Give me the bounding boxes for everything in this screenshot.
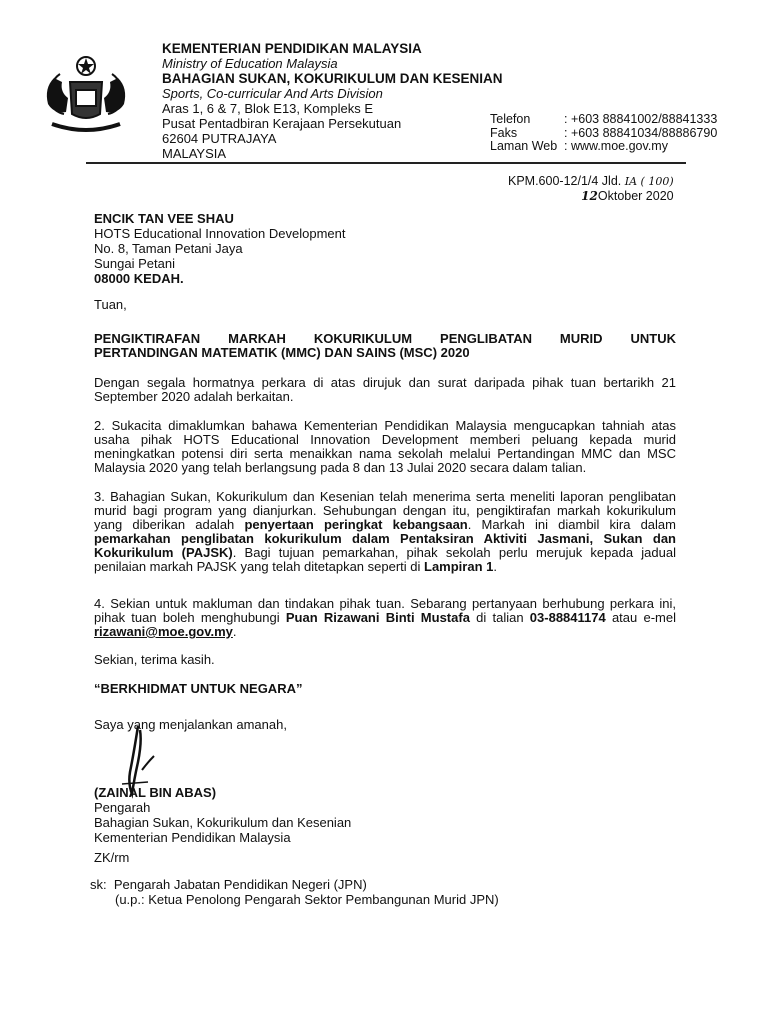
contact-phone: 03-88841174 <box>529 610 606 625</box>
address-line: Pusat Pentadbiran Kerajaan Persekutuan <box>162 116 402 131</box>
paragraph-2: 2. Sukacita dimaklumkan bahawa Kementerian Pendidikan Malaysia mengucapkan tahniah atas usaha pihak HOTS Educational Innovation Development memberi peluang kepada murid meningkatkan potensi diri serta menaikkan nama sekolah melalui Pertandingan MMC dan MSC Malaysia 2020 yang telah berlangsung pada 8 dan 13 Julai 2020 secara dalam talian. <box>94 418 676 475</box>
contact-person: Puan Rizawani Binti Mustafa <box>285 610 470 625</box>
signatory-name: (ZAINAL BIN ABAS) <box>94 785 217 800</box>
paragraph-3-text: 3. Bahagian Sukan, Kokurikulum dan Kesenian telah menerima serta meneliti laporan penglibatan murid bagi program yang dianjurkan. Sehubungan dengan itu, pengiktirafan markah kokurikulum yang diberikan adalah <box>94 489 676 532</box>
recipient-line: Sungai Petani <box>94 256 175 271</box>
reference-initials: ZK/rm <box>94 850 130 865</box>
cc-label: sk: <box>90 877 107 892</box>
contact-value: : +603 88841034/88886790 <box>564 125 718 140</box>
contact-value: : www.moe.gov.my <box>564 139 668 153</box>
cc-line: Pengarah Jabatan Pendidikan Negeri (JPN) <box>113 877 367 892</box>
signatory-block <box>94 785 676 845</box>
recipient-block <box>94 211 345 286</box>
address-line: 62604 PUTRAJAYA <box>162 131 277 146</box>
paragraph-1: Dengan segala hormatnya perkara di atas dirujuk dan surat daripada pihak tuan bertarikh 21 September 2020 adalah berkaitan. <box>94 375 676 404</box>
paragraph-3-bold: pemarkahan penglibatan kokurikulum dalam Pentaksiran Aktiviti Jasmani, Sukan dan Kokurikulum (PAJSK) <box>94 531 676 560</box>
address-line: Aras 1, 6 & 7, Blok E13, Kompleks E <box>162 101 373 116</box>
contact-label: Telefon <box>490 112 531 126</box>
closing-thanks: Sekian, terima kasih. <box>94 652 215 667</box>
paragraph-4-text: . <box>232 624 237 639</box>
contact-value: : +603 88841002/88841333 <box>564 112 718 126</box>
cc-line: (u.p.: Ketua Penolong Pengarah Sektor Pembangunan Murid JPN) <box>115 892 499 907</box>
division-name-en: Sports, Co-curricular And Arts Division <box>162 86 383 101</box>
paragraph-3-text: . <box>493 559 497 574</box>
contact-label: Laman Web <box>490 139 558 153</box>
reference-block <box>508 174 674 204</box>
paragraph-4 <box>94 597 676 639</box>
contact-label: Faks <box>490 125 518 140</box>
paragraph-3-bold: penyertaan peringkat kebangsaan <box>244 517 468 532</box>
address-line: MALAYSIA <box>162 146 227 161</box>
cc-block <box>90 877 499 907</box>
signatory-division: Bahagian Sukan, Kokurikulum dan Kesenian <box>94 815 352 830</box>
contact-block <box>490 113 717 154</box>
paragraph-4-text: atau e-mel <box>605 610 676 625</box>
reference-handwritten: IA ( 100) <box>624 175 674 188</box>
closing-motto: “BERKHIDMAT UNTUK NEGARA” <box>94 681 303 696</box>
paragraph-4-text: 4. Sekian untuk makluman dan tindakan pihak tuan. Sebarang pertanyaan berhubung perkara ini, pihak tuan boleh menghubungi <box>94 596 676 625</box>
subject-block <box>94 332 676 360</box>
paragraph-3-text: . Bagi tujuan pemarkahan, pihak sekolah perlu merujuk kepada jadual penilaian markah PAJSK yang telah ditetapkan seperti di <box>94 545 676 574</box>
appendix-reference: Lampiran 1 <box>424 559 494 574</box>
recipient-line: HOTS Educational Innovation Development <box>94 226 346 241</box>
salutation: Tuan, <box>94 297 127 312</box>
ministry-name-en: Ministry of Education Malaysia <box>162 56 338 71</box>
header-divider <box>86 162 686 164</box>
subject-line-1: PENGIKTIRAFAN MARKAH KOKURIKULUM PENGLIBATAN MURID UNTUK <box>94 331 676 346</box>
recipient-line: No. 8, Taman Petani Jaya <box>94 241 243 256</box>
paragraph-4-text: di talian <box>469 610 530 625</box>
contact-email-link[interactable]: rizawani@moe.gov.my <box>94 624 233 639</box>
paragraph-3-text: . Markah ini diambil kira dalam <box>467 517 676 532</box>
ministry-name: KEMENTERIAN PENDIDIKAN MALAYSIA <box>162 41 422 56</box>
closing-trust: Saya yang menjalankan amanah, <box>94 717 287 732</box>
division-name: BAHAGIAN SUKAN, KOKURIKULUM DAN KESENIAN <box>162 71 503 86</box>
date-day-handwritten: 12 <box>581 189 598 203</box>
signatory-title: Pengarah <box>94 800 151 815</box>
letter-date: Oktober 2020 <box>597 189 674 203</box>
signatory-ministry: Kementerian Pendidikan Malaysia <box>94 830 291 845</box>
subject-line-2: PERTANDINGAN MATEMATIK (MMC) DAN SAINS (MSC) 2020 <box>94 345 470 360</box>
letterhead <box>162 41 503 161</box>
coat-of-arms-icon <box>40 52 132 140</box>
reference-number: KPM.600-12/1/4 Jld. <box>508 174 622 188</box>
paragraph-3 <box>94 490 676 574</box>
recipient-name: ENCIK TAN VEE SHAU <box>94 211 234 226</box>
recipient-city: 08000 KEDAH. <box>94 271 184 286</box>
